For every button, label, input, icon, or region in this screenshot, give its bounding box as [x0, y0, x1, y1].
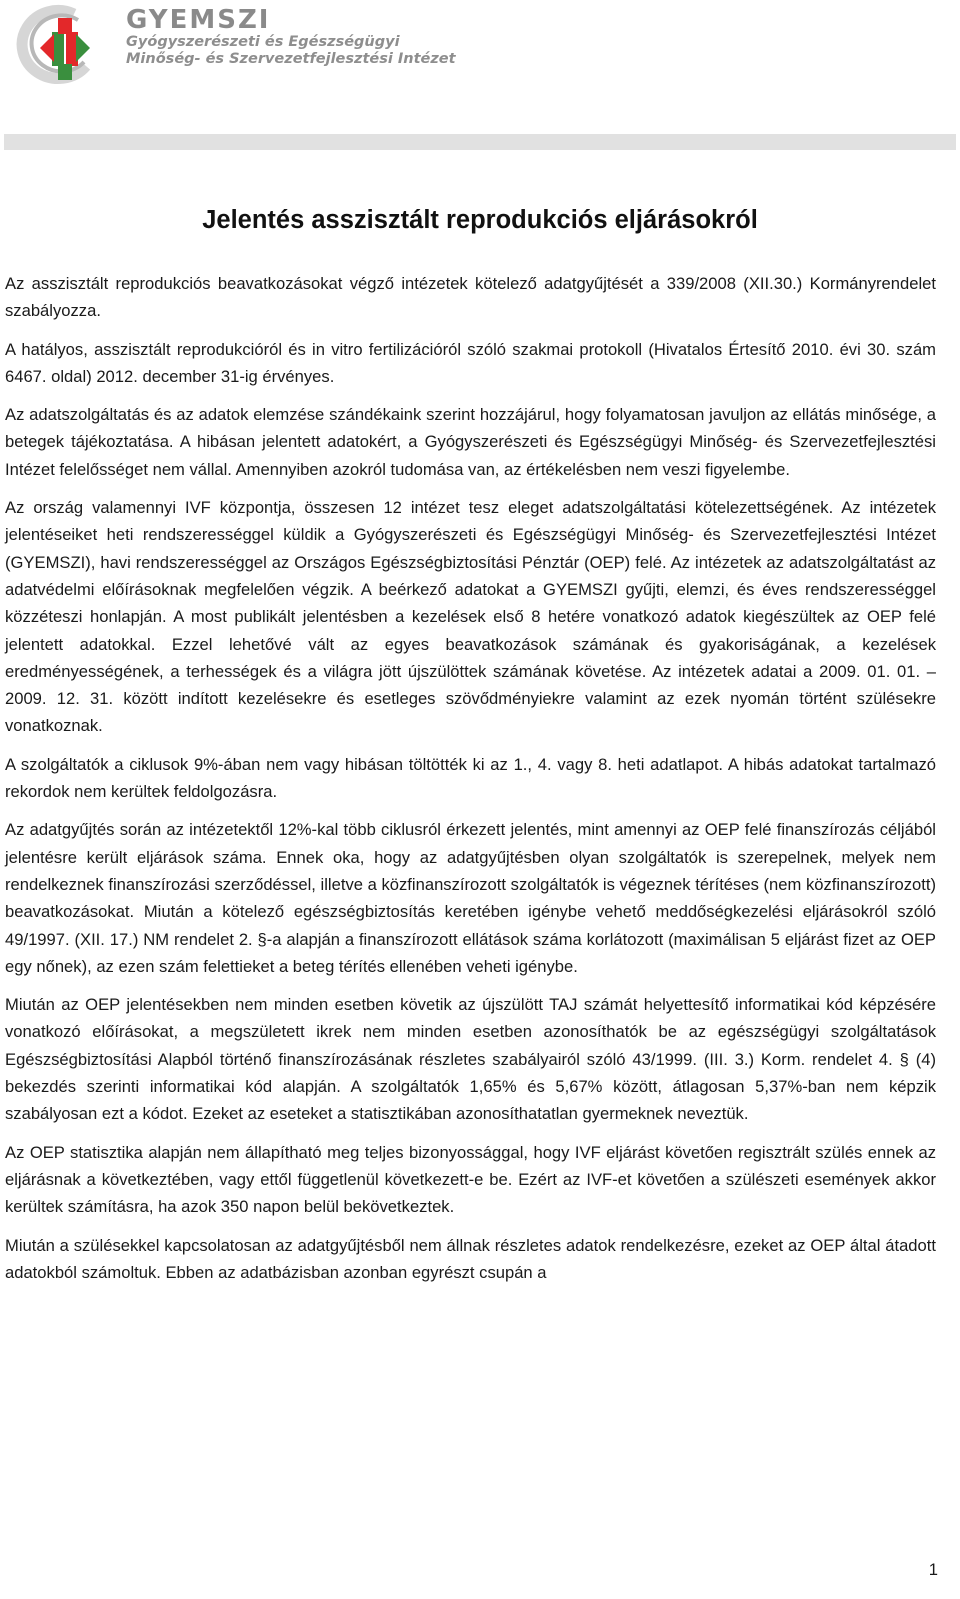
paragraph-taj-code: Miután az OEP jelentésekben nem minden esetben követik az újszülött TAJ számát helyettesítő informatikai kód képzésére vonatkozó előírásokat, a megszületett ikrek nem minden esetben azonosíthatók be az egészségügyi szolgáltatások Egészségbiztosítási Alapból történő finanszírozásának részletes szabályairól szóló 43/1999. (III. 3.) Korm. rendelet 4. § (4) bekezdés szerinti informatikai kód alapján. A szolgáltatók 1,65% és 5,67% között, átlagosan 5,37%-ban nem képzik szabályosan ezt a kódot. Ezeket az eseteket a statisztikában azonosíthatatlan gyermeknek neveztük. — [5, 995, 936, 1124]
paragraph-ivf-centers: Az ország valamennyi IVF központja, összesen 12 intézet tesz eleget adatszolgáltatási kötelezettségének. Az intézetek jelentéseiket heti rendszerességgel küldik a Gyógyszerészeti és Egészségügyi Minőség- és Szervezetfejlesztési Intézet (GYEMSZI), havi rendszerességgel az Országos Egészségbiztosítási Pénztár (OEP) felé. Az intézetek az adatszolgáltatást az adatvédelmi előírásoknak megfelelően végzik. A beérkező adatokat a GYEMSZI gyűjti, elemzi, és éves rendszerességgel közzéteszi honlapján. A most publikált jelentésben a kezelések első 8 hetére vonatkozó adatok kiegészültek az OEP felé jelentett adatokkal. Ezzel lehetővé vált az egyes beavatkozások számának és gyakoriságának, a kezelések eredményességének, a terhességek és a világra jött újszülöttek számának követése. Az intézetek adatai a 2009. 01. 01. – 2009. 12. 31. között indított kezelésekre és esetleges szövődményiekre valamint az ezek nyomán történt szülésekre vonatkoznak. — [5, 498, 936, 736]
logo-name: GYEMSZI — [126, 5, 271, 35]
header-divider — [4, 134, 956, 150]
document-title: Jelentés asszisztált reprodukciós eljárásokról — [202, 206, 758, 234]
logo-subtitle-line1: Gyógyszerészeti és Egészségügyi — [126, 34, 400, 50]
paragraph-legal-basis: Az asszisztált reprodukciós beavatkozásokat végző intézetek kötelező adatgyűjtését a 339/2008 (XII.30.) Kormányrendelet szabályozza. — [5, 274, 936, 321]
logo-subtitle-line2: Minőség- és Szervezetfejlesztési Intézet — [126, 51, 456, 67]
page-number: 1 — [928, 1560, 938, 1579]
logo-text — [126, 6, 456, 68]
paragraph-births: Miután a szülésekkel kapcsolatosan az adatgyűjtésből nem állnak részletes adatok rendelkezésre, ezeket az OEP által átadott adatokból számoltuk. Ebben az adatbázisban azonban egyrészt csupán a — [5, 1235, 936, 1282]
paragraph-oep-statistics: Az OEP statisztika alapján nem állapítható meg teljes bizonyossággal, hogy IVF eljárást követően regisztrált szülés ennek az eljárásnak a következtében, vagy ettől függetlenül következett-e be. Ezért az IVF-et követően a szülészeti események akkor kerültek számításra, ha azok 350 napon belül bekövetkeztek. — [5, 1142, 936, 1217]
gyemszi-logo-icon — [4, 4, 120, 88]
page-header — [0, 0, 960, 100]
paragraph-oep-difference: Az adatgyűjtés során az intézetektől 12%-kal több ciklusról érkezett jelentés, mint amennyi az OEP felé finanszírozás céljából jelentésre került eljárások száma. Ennek oka, hogy az adatgyűjtésben olyan szolgáltatók is szerepelnek, melyek nem rendelkeznek finanszírozási szerződéssel, illetve a közfinanszírozott szolgáltatók is végeznek térítéses (nem közfinanszírozott) beavatkozásokat. Miután a kötelező egészségbiztosítás keretében igénybe vehető meddőségkezelési eljárásokról szóló 49/1997. (XII. 17.) NM rendelet 2. §-a alapján a finanszírozott ellátások száma korlátozott (maximálisan 5 eljárást fizet az OEP egy nőnek), az ezen szám felettieket a beteg térítés ellenében veheti igénybe. — [5, 820, 936, 976]
paragraph-data-errors: A szolgáltatók a ciklusok 9%-ában nem vagy hibásan töltötték ki az 1., 4. vagy 8. heti adatlapot. A hibás adatokat tartalmazó rekordok nem kerültek feldolgozásra. — [5, 754, 936, 802]
paragraph-purpose: Az adatszolgáltatás és az adatok elemzése szándékaink szerint hozzájárul, hogy folyamatosan javuljon az ellátás minősége, a betegek tájékoztatása. A hibásan jelentett adatokért, a Gyógyszerészeti és Egészségügyi Minőség- és Szervezetfejlesztési Intézet felelősséget nem vállal. Amennyiben azokról tudomása van, az értékelésben nem veszi figyelembe. — [5, 405, 936, 479]
paragraph-protocol: A hatályos, asszisztált reprodukcióról és in vitro fertilizációról szóló szakmai protokoll (Hivatalos Értesítő 2010. évi 30. szám 6467. oldal) 2012. december 31-ig érvényes. — [5, 339, 936, 386]
document-body — [5, 270, 936, 1297]
